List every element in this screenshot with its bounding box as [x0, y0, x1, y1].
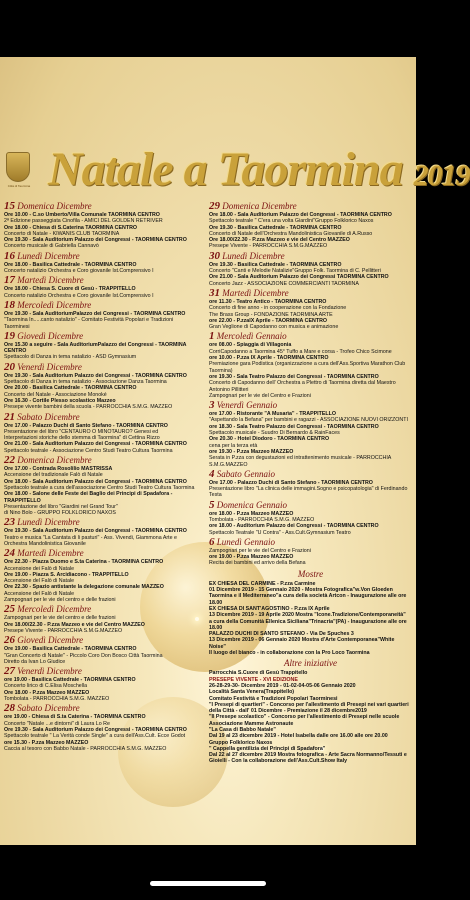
event-line: Zampognari per le vie del Centro e Frazioni: [209, 392, 311, 399]
day-block: [209, 537, 412, 567]
day-heading: [4, 666, 204, 677]
event-line: Orchestra Mandolinistica Giovanile: [4, 540, 86, 547]
event-line: Ore 18.00/22.30 - P.zza Mazzeo e vie del Centro MAZZEO: [209, 237, 350, 244]
section-line: EX CHIESA DI SANT'AGOSTINO - P.zza IX Aprile: [209, 605, 330, 612]
event-line: Ore 19.30 - Sala Auditorium Palazzo dei Congressi - TAORMINA CENTRO: [4, 726, 187, 733]
day-heading: [209, 500, 412, 511]
event-line: Ore 19.30 - Basilica Cattedrale - TAORMINA CENTRO: [209, 261, 342, 268]
event-poster: [0, 57, 470, 845]
day-number: 20: [4, 360, 15, 373]
event-line: Ore 15.30 a seguire - Sala AuditoriumPalazzo dei Congressi - TAORMINA CENTRO: [4, 341, 187, 355]
day-number: 1: [209, 330, 215, 343]
event-line: Spettacolo di Danza in tema natalizio - ASD Gymnasium: [4, 354, 137, 361]
day-number: 26: [4, 634, 15, 647]
section-line: 01 Dicembre 2019 - 15 Gennaio 2020 - Mostra Fotografica"w.Von Gloeden: [209, 587, 393, 594]
day-label: Venerdì Gennaio: [214, 400, 278, 411]
section-line: 13 Dicembre 2019 - 06 Gennaio 2020 Mostra d'Arte Contemporanea"White Noise": [209, 637, 395, 650]
section-line: 26-28-29-30- Dicembre 2019 - 01-02-04-05-06 Gennaio 2020: [209, 682, 356, 689]
section-line: 13 Dicembre 2019 - 19 Aprile 2020 Mostra "Icone.Tradizione/Contemporaneità": [209, 612, 406, 619]
day-heading: [4, 455, 204, 466]
event-line: Presepe Vivente - PARROCCHIA S.M.G.MAZZEO: [4, 627, 123, 634]
city-crest-icon: [6, 152, 30, 182]
day-block: [4, 362, 204, 411]
event-line: Concerto "Natale ...e dintorni" di Laura Lo Re: [4, 720, 110, 727]
event-line: Tombolata - PARROCCHIA S.M.G. MAZZEO: [209, 516, 315, 523]
day-number: 22: [4, 454, 15, 467]
event-line: Gran Veglione di Capodanno con musica e animazione: [209, 324, 339, 331]
day-number: 28: [4, 702, 15, 715]
event-line: ore 19.30 - P.zza Mazzeo MAZZEO: [209, 448, 294, 455]
day-block: [4, 331, 204, 361]
day-block: [4, 201, 204, 250]
event-line: Interpretazioni storiche dello stemma di Taormina" di Cettina Rizzo: [4, 435, 160, 442]
day-heading: [209, 469, 412, 480]
event-line: ore 08.00 - Spiaggia di Villagonia: [209, 342, 292, 349]
section-line: Dal 19 al 23 dicembre 2019 - Hotel Isabella dalle ore 16.00 alle ore 20.00: [209, 733, 388, 740]
event-line: Ore 19.00 - Basilica Cattedrale - TAORMINA CENTRO: [4, 646, 137, 653]
section-line: "La Casa di Babbo Natale": [209, 727, 276, 733]
day-label: Lunedì Dicembre: [15, 250, 80, 261]
event-line: Presentazione del libro "Giardini nel Grand Tour": [4, 503, 118, 510]
day-heading: [209, 201, 412, 212]
event-line: Ore 21.00 - Sala Auditorium Palazzo dei Congressi - TAORMINA CENTRO: [4, 441, 187, 448]
day-label: Venerdì Dicembre: [15, 666, 82, 677]
day-heading: [4, 548, 204, 559]
day-number: 18: [4, 298, 15, 311]
day-label: Venerdì Dicembre: [15, 361, 82, 372]
day-block: [4, 666, 204, 702]
section-line: "I Presepi di quartieri" - Concorso per l'allestimento di Presepi nei vari quartieri: [209, 701, 409, 708]
event-line: Ore 18.00 - Sala Auditorium Palazzo dei Congressi - TAORMINA CENTRO: [4, 478, 187, 485]
event-line: Diretto da Ivan Lo Giudice: [4, 658, 66, 665]
day-number: 31: [209, 286, 220, 299]
section-line: " Cappella gentilizia dei Principi di Spadafora": [209, 745, 326, 752]
day-block: [209, 400, 412, 468]
home-indicator[interactable]: [150, 881, 266, 886]
event-line: Ore 18.00 - Basilica Cattedrale - TAORMINA CENTRO: [4, 261, 137, 268]
day-label: Domenica Dicembre: [15, 201, 92, 211]
event-line: ore 19.00 - Basilica Cattedrale - TAORMINA CENTRO: [4, 677, 136, 684]
event-line: ore 10.00 - P.zza IX Aprile - TAORMINA CENTRO: [209, 355, 329, 362]
section-line: Taormina e il Mediterraneo"a cura della società Artcon - Inaugurazione alle ore 18.00: [209, 593, 407, 606]
event-line: ore 18.30 - Sala Teatro Palazzo dei Congressi - TAORMINA CENTRO: [209, 423, 379, 430]
event-line: CorriCapodanno a Taormina 45° Tuffo a Mare e corsa - Trofeo Chico Scimone: [209, 348, 392, 355]
section-line: Gruppo Folklorico Naxos: [209, 739, 273, 746]
section-line: Dal 22 al 27 dicembre 2019 Mostra fotografica - Arte Sacra Normanno/Tessuti e: [209, 752, 407, 759]
day-label: Sabato Dicembre: [15, 703, 80, 714]
day-number: 16: [4, 249, 15, 262]
day-number: 21: [4, 410, 15, 423]
section-heading: Mostre: [297, 568, 324, 579]
day-block: [4, 455, 204, 516]
event-line: 2ª Edizione passeggiata Cinofila - AMICI DEL GOLDEN RETRIVER: [4, 218, 163, 225]
day-heading: [4, 275, 204, 286]
section-line: "Il Presepe scolastico" - Concorso per l'allestimento di Presepi nelle scuole: [209, 714, 400, 721]
event-line: ore 17.00 - Ristorante "A Musarìa" - TRAPPITELLO: [209, 411, 336, 418]
event-line: Premiazione gara Podistica (organizzazione a cura dell'Ass.Sportiva Marathon Club Taormina): [209, 361, 406, 374]
event-line: The Brass Group - FONDAZIONE TAORMINA ARTE: [209, 311, 333, 318]
day-heading: [4, 300, 204, 311]
day-block: [209, 201, 412, 250]
day-label: Domenica Gennaio: [214, 499, 287, 510]
event-line: Ore 19.30 - Sala Auditorium Palazzo dei Congressi - TAORMINA CENTRO: [4, 237, 187, 244]
event-line: Ore 20.00 - Basilica Cattedrale - TAORMINA CENTRO: [4, 385, 137, 392]
event-line: Taorminesi: [4, 323, 30, 330]
page-title: Natale a Taormina 2019: [48, 143, 470, 196]
event-line: Concerto "Canti e Melodie Natalizie"Gruppo Folk. Taormina di C. Pellitteri: [209, 268, 381, 275]
day-label: Domenica Dicembre: [15, 455, 92, 466]
day-block: [4, 604, 204, 634]
day-block: [209, 251, 412, 287]
event-line: Ore 20.30 - Hotel Diodoro - TAORMINA CENTRO: [209, 436, 330, 443]
event-line: Concerto del Natale - Associazione Monoké: [4, 391, 107, 398]
event-line: di Nino Bolo - GRUPPO FOLKLORICO NAXOS: [4, 510, 116, 517]
event-line: Ore 22.30 - Spazio antistante la delegazione comunale MAZZEO: [4, 584, 164, 591]
day-label: Mercoledì Dicembre: [15, 299, 92, 310]
event-line: Ore 18.00 - Chiesa di S.Caterina TAORMINA CENTRO: [4, 224, 138, 231]
day-number: 3: [209, 399, 215, 412]
day-label: Lunedì Dicembre: [220, 250, 285, 261]
event-line: Ore 18.00 - Salone delle Feste dei Baglio dei Principi di Spadafora - TRAPPITELLO: [4, 491, 173, 504]
event-line: Ore 16.30 - Cortile Plesso scolastico Mazzeo: [4, 397, 116, 404]
day-label: Domenica Dicembre: [220, 201, 297, 211]
event-line: Spettacolo di Danza in tema natalizio - Associazione Danza Taormina: [4, 379, 167, 386]
day-heading: [4, 331, 204, 342]
event-line: Zampognari per le vie del centro e delle frazioni: [4, 615, 116, 622]
section-heading: Altre iniziative: [284, 658, 337, 669]
event-line: ore 22.00 - P.zzaIX Aprile - TAORMINA CENTRO: [209, 317, 328, 324]
day-block: [209, 331, 412, 399]
event-line: Ore 17.00 - Palazzo Duchi di Santo Stefano - TAORMINA CENTRO: [4, 422, 168, 429]
day-label: Martedì Dicembre: [15, 275, 84, 286]
section-line: Associazione Mamme Astronaute: [209, 720, 294, 727]
section-line: della Città - dall' 01 Dicembre - Premiazione il 28 dicembre2019: [209, 708, 367, 715]
event-line: Accensione del Falò di Natale: [4, 578, 75, 585]
day-block: [4, 548, 204, 603]
day-heading: [209, 251, 412, 262]
event-line: Ore 18.00/22.30 - P.zza Mazzeo e vie del Centro MAZZEO: [4, 621, 145, 628]
day-number: 29: [209, 200, 220, 212]
day-block: [4, 635, 204, 665]
day-number: 4: [209, 467, 215, 480]
day-number: 25: [4, 603, 15, 616]
event-line: Accensione del Falò di Natale: [4, 590, 75, 597]
event-line: Ore 19.30 - Sala AuditoriumPalazzo dei Congressi - TAORMINA CENTRO: [4, 310, 186, 317]
day-block: [4, 251, 204, 275]
event-line: Concerto natalizio Orchestra e Coro giovanile Ist.Comprensivo I: [4, 292, 154, 299]
bottom-bar: [0, 845, 416, 900]
event-line: Ore 18.00 - P.zza Mazzeo MAZZEO: [4, 689, 90, 696]
section-line: Gioielli - Con la collaborazione dell'Ass.Cult.Show Italy: [209, 758, 348, 765]
day-block: [209, 500, 412, 536]
event-line: Presentazione del libro "CENTAURO O MINOTAURO? Genesi ed: [4, 428, 159, 435]
event-line: Concerto lirico di C.Elisa Moschella: [4, 683, 88, 690]
event-line: Concerto Jazz - ASSOCIAZIONE COMMERCIANTI TAORMINA: [209, 280, 359, 287]
event-line: Antonino Pillitteri: [209, 386, 249, 393]
event-line: Teatro e musica "La Cantata di li pasturi" - Ass. Vivendi, Giammona Arte e: [4, 534, 177, 541]
event-line: Recita dei bambini ed arrivo della Befana: [209, 560, 306, 567]
section-line: Il luogo del bianco - in collaborazione con la Pro Loco Taormina: [209, 650, 370, 657]
day-heading: [4, 362, 204, 373]
event-line: Concerto di Natale - KIWANIS CLUB TAORMINA: [4, 230, 120, 237]
event-line: Zampognari per le vie del centro e delle frazioni: [4, 597, 116, 604]
day-block: [209, 288, 412, 330]
event-line: ore 18.00 - P.zza Mazzeo MAZZEO: [209, 510, 294, 517]
left-schedule-column: [4, 200, 204, 840]
day-number: 15: [4, 200, 15, 212]
event-line: Presepe Vivente - PARROCCHIA S.M.G.MAZZEO: [209, 243, 328, 250]
day-block: [4, 275, 204, 299]
event-line: ore 18.00 - Auditorium Palazzo dei Congressi - TAORMINA CENTRO: [209, 523, 379, 530]
event-line: cena per la terza età: [209, 442, 258, 449]
day-label: Martedì Dicembre: [220, 287, 289, 298]
event-line: Tombolata - PARROCCHIA S.M.G. MAZZEO: [4, 696, 110, 703]
section-line: Comitato Festività e Tradizioni Popolari Taorminesi: [209, 695, 338, 702]
event-line: Zampognari per le vie del Centro e Frazioni: [209, 547, 311, 554]
day-block: [209, 469, 412, 499]
event-line: "Taormina In.....canto natalizio" - Comitato Festività Popolari e Tradizioni: [4, 317, 174, 324]
section-line: PALAZZO DUCHI DI SANTO STEFANO - Via De Spuches 3: [209, 631, 354, 638]
event-line: Spettacolo teatrale a cura dell'associazione Centro Studi Teatro Cultura Taormina: [4, 484, 195, 491]
event-line: ore 15.30 - P.zza Mazzeo MAZZEO: [4, 739, 89, 746]
event-line: Caccia al tesoro con Babbo Natale - PARROCCHIA S.M.G. MAZZEO: [4, 745, 167, 752]
event-line: ore 11.30 - Teatro Antico - TAORMINA CENTRO: [209, 298, 327, 305]
day-number: 24: [4, 547, 15, 560]
day-number: 19: [4, 329, 15, 342]
day-label: Sabato Dicembre: [15, 411, 80, 422]
event-line: Ore 18.00 - Chiesa S. Cuore di Gesù - TRAPPITELLO: [4, 286, 136, 293]
day-number: 30: [209, 249, 220, 262]
day-number: 6: [209, 535, 215, 548]
day-heading: [4, 604, 204, 615]
day-number: 23: [4, 516, 15, 529]
event-line: "Gran Concerto di Natale" - Piccolo Coro Don Bosco Città Taormina: [4, 652, 163, 659]
event-line: Ore 19.00 - Piazza S. Arcidiacono - TRAPPITELLO: [4, 571, 129, 578]
event-line: Concerto natalizio Orchestra e Coro giovanile Ist.Comprensivo I: [4, 268, 154, 275]
day-label: Lunedì Dicembre: [15, 517, 80, 528]
day-label: Martedì Dicembre: [15, 548, 84, 559]
event-line: Accensione del tradizionale Falò di Natale: [4, 472, 103, 479]
section-line: PRESEPE VIVENTE - XVI EDIZIONE: [209, 676, 298, 683]
day-number: 17: [4, 274, 15, 287]
event-line: Spettacolo teatrale " La Verità conde Single" a cura dell'Ass.Cult. Ecce Godot: [4, 733, 186, 740]
event-line: ore 19.30 - Sala Teatro Palazzo dei Congressi - TAORMINA CENTRO: [209, 373, 379, 380]
event-line: Ore 19.30 - Sala Auditorium Palazzo dei Congressi - TAORMINA CENTRO: [4, 372, 187, 379]
day-heading: [4, 635, 204, 646]
event-line: Ore 21.00 - Sala Auditorium Palazzo dei Congressi TAORMINA CENTRO: [209, 274, 389, 281]
event-line: Ore 22.30 - Piazza Duomo e S.ta Caterina - TAORMINA CENTRO: [4, 559, 164, 566]
day-label: Mercoledì Gennaio: [214, 331, 287, 342]
event-line: Spettacolo teatrale " C'era una volta Giardini"Gruppo Folklorico Naxos: [209, 218, 374, 225]
event-line: Ore 17.00 - Palazzo Duchi di Santo Stefano - TAORMINA CENTRO: [209, 479, 373, 486]
section-line: EX CHIESA DEL CARMINE - P.zza Carmine: [209, 580, 316, 587]
day-heading: [209, 331, 412, 342]
day-heading: [209, 288, 412, 299]
day-block: [4, 300, 204, 330]
event-line: ore 19.00 - P.zza Mazzeo MAZZEO: [209, 554, 294, 561]
day-heading: [4, 412, 204, 423]
day-heading: [4, 517, 204, 528]
event-line: Concerto di fine anno - in cooperazione con la Fondazione: [209, 305, 347, 312]
day-block: [4, 412, 204, 454]
day-heading: [4, 703, 204, 714]
crest-caption: Città di Taormina: [7, 184, 31, 188]
event-line: Serata in P.zza con degustazioni ed intrattenimento musicale - PARROCCHIA S.M.G.MAZZEO: [209, 455, 392, 468]
event-line: Ore 10.00 - C.so Umberto/Villa Comunale TAORMINA CENTRO: [4, 212, 160, 218]
day-heading: [209, 400, 412, 411]
section-line: Località Santa Venera(Trappitello): [209, 689, 295, 696]
day-block: [4, 517, 204, 547]
day-label: Lunedì Gennaio: [214, 536, 275, 547]
event-line: Concerto di Natale dell'Orchestra Mandolinistica Giovanile di A.Russo: [209, 230, 373, 237]
event-line: Ore 19.30 - Sala Auditorium Palazzo dei Congressi - TAORMINA CENTRO: [4, 528, 187, 535]
day-label: Giovedì Dicembre: [15, 330, 84, 341]
event-line: Accensione dei Falò di Natale: [4, 565, 75, 572]
event-line: Presepe vivente bambini della scuola - PARROCCHIA S.M.G. MAZZEO: [4, 404, 173, 411]
day-label: Giovedì Dicembre: [15, 635, 84, 646]
event-line: "Aspettando la Befana" per bambini e ragazzi - ASSOCIAZIONE NUOVI ORIZZONTI: [209, 417, 408, 424]
event-line: Spettacolo musicale - Suudro Di Bernardo & RainFaces: [209, 430, 340, 437]
day-heading: [4, 251, 204, 262]
day-label: Mercoledì Dicembre: [15, 604, 92, 615]
day-heading: [4, 201, 204, 212]
event-line: Ore 17.00 - Contrada Rosolilio MASTRISSA: [4, 466, 113, 473]
day-number: 27: [4, 665, 15, 678]
day-heading: [209, 537, 412, 548]
event-line: ore 19.00 - Chiesa di S.ta Caterina - TAORMINA CENTRO: [4, 714, 146, 721]
event-line: Concerto musicale di Gabriella Cannavò: [4, 243, 99, 250]
section-line: Parrocchia S.Cuore di Gesù Trappitello: [209, 670, 308, 677]
event-line: Concerto di Capodanno dell' Orchestra a Plettro di Taormina diretta dal Maestro: [209, 380, 396, 387]
day-label: Sabato Gennaio: [214, 468, 275, 479]
event-line: Spettacolo teatrale - Associazione Centro Studi Teatro Cultura Taormina: [4, 447, 173, 454]
day-block: [4, 703, 204, 752]
day-number: 5: [209, 498, 215, 511]
event-line: Spettacolo Teatrale "U Contra" - Ass.Cult.Gymnasium Teatro: [209, 529, 351, 536]
event-line: Ore 19.30 - Basilica Cattedrale - TAORMINA CENTRO: [209, 224, 342, 231]
section-line: a cura della Comunità Ellenica Siciliana"Trinacria"(PA) - Inaugurazione alle ore 18.00: [209, 618, 407, 631]
event-line: Presentazione libro "La clinica delle immagini.Sogno e psicopatologia" di Ferdinando Testa: [209, 486, 408, 499]
right-schedule-column: [209, 200, 412, 840]
event-line: Ore 18.00 - Sala Auditorium Palazzo dei Congressi - TAORMINA CENTRO: [209, 212, 392, 218]
